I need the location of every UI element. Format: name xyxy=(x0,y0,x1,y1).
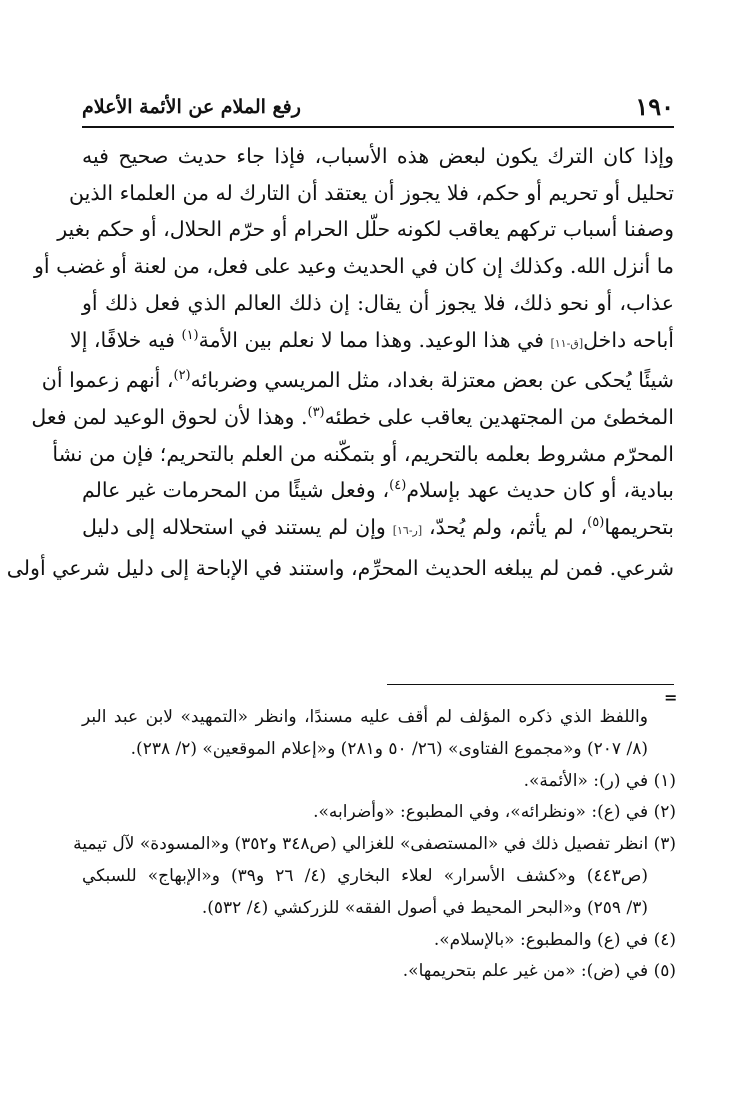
body-line-6: أباحه داخل[ق-١١] في هذا الوعيد. وهذا مما لا نعلم بين الأمة$^{(١)}$ فيه خلافًا، إلا xyxy=(70,327,674,352)
body-line-9: المحرّم مشروط بعلمه بالتحريم، أو بتمكّنه من العلم بالتحريم؛ فإن من نشأ xyxy=(52,441,674,466)
body-line-4: ما أنزل الله. وكذلك إن كان في الحديث وعيد على فعل، من لعنة أو غضب أو xyxy=(34,254,674,279)
footnote-line: واللفظ الذي ذكره المؤلف لم أقف عليه مسندًا، وانظر «التمهيد» لابن عبد البر xyxy=(82,707,648,727)
footnote-2: (٢) في (ع): «ونظرائه»، وفي المطبوع: «وأضرابه». xyxy=(313,802,676,823)
footnote-line: (٣/ ٢٥٩) و«البحر المحيط في أصول الفقه» للزركشي (٤/ ٥٣٢). xyxy=(201,897,648,918)
footnote-3: (٣) انظر تفصيل ذلك في «المستصفى» للغزالي (ص٣٤٨ و٣٥٢) و«المسودة» لآل تيمية xyxy=(73,834,676,855)
body-line-5: عذاب، أو نحو ذلك، فلا يجوز أن يقال: إن ذلك العالم الذي فعل ذلك أو xyxy=(82,290,674,315)
main-text xyxy=(6,138,675,586)
body-line-12: شرعي. فمن لم يبلغه الحديث المحرِّم، واستند في الإباحة إلى دليل شرعي أولى xyxy=(6,555,674,580)
header-rule xyxy=(82,126,674,128)
footnote-ref-1[interactable]: (١) xyxy=(181,327,199,343)
footnote-ref-3[interactable]: (٣) xyxy=(307,405,325,421)
body-line-7: شيئًا يُحكى عن بعض معتزلة بغداد، مثل المريسي وضربائه$^{(٢)}$، أنهم زعموا أن xyxy=(41,368,674,393)
footnotes xyxy=(73,702,676,988)
body-line-11: بتحريمها$^{(٥)}$، لم يأثم، ولم يُحدّ، [ر-١٦] وإن لم يستند في استحلاله إلى دليل xyxy=(82,515,675,540)
footnote-4: (٤) في (ع) والمطبوع: «بالإسلام». xyxy=(433,929,676,950)
footnote-ref-5[interactable]: (٥) xyxy=(587,515,605,531)
body-line-2: تحليل أو تحريم أو حكم، فلا يجوز أن يعتقد أن التارك له من العلماء الذين xyxy=(69,180,674,205)
footnote-continuation-marker: = xyxy=(664,688,678,707)
body-line-1: وإذا كان الترك يكون لبعض هذه الأسباب، فإذا جاء حديث صحيح فيه xyxy=(82,144,674,168)
footnote-rule xyxy=(387,684,674,685)
body-line-10: ببادية، أو كان حديث عهد بإسلام$^{(٤)}$، وفعل شيئًا من المحرمات غير عالم xyxy=(82,478,674,503)
page-header xyxy=(82,88,674,122)
footnote-line: (٨/ ٢٠٧) و«مجموع الفتاوى» (٢٦/ ٥٠ و٢٨١) و«إعلام الموقعين» (٢/ ٢٣٨). xyxy=(130,738,648,759)
footnote-ref-4[interactable]: (٤) xyxy=(389,478,407,494)
footnote-5: (٥) في (ض): «من غير علم بتحريمها». xyxy=(402,961,676,982)
footnote-line: (ص٤٤٣) و«كشف الأسرار» لعلاء البخاري (٤/ ٢٦ و٣٩) و«الإبهاج» للسبكي xyxy=(82,865,648,886)
manuscript-marker: [ق-١١] xyxy=(550,336,584,350)
manuscript-marker: [ر-١٦] xyxy=(392,524,423,538)
footnote-1: (١) في (ر): «الأئمة». xyxy=(523,770,676,791)
footnote-ref-2[interactable]: (٢) xyxy=(173,368,191,384)
body-line-3: وصفنا أسباب تركهم يعاقب لكونه حلّل الحرام أو حرّم الحلال، أو حكم بغير xyxy=(57,217,674,242)
body-line-8: المخطئ من المجتهدين يعاقب على خطئه$^{(٣)}$. وهذا لأن لحوق الوعيد لمن فعل xyxy=(31,404,674,429)
running-title: رفع الملام عن الأئمة الأعلام xyxy=(82,96,301,118)
page-number: ١٩٠ xyxy=(635,92,674,121)
